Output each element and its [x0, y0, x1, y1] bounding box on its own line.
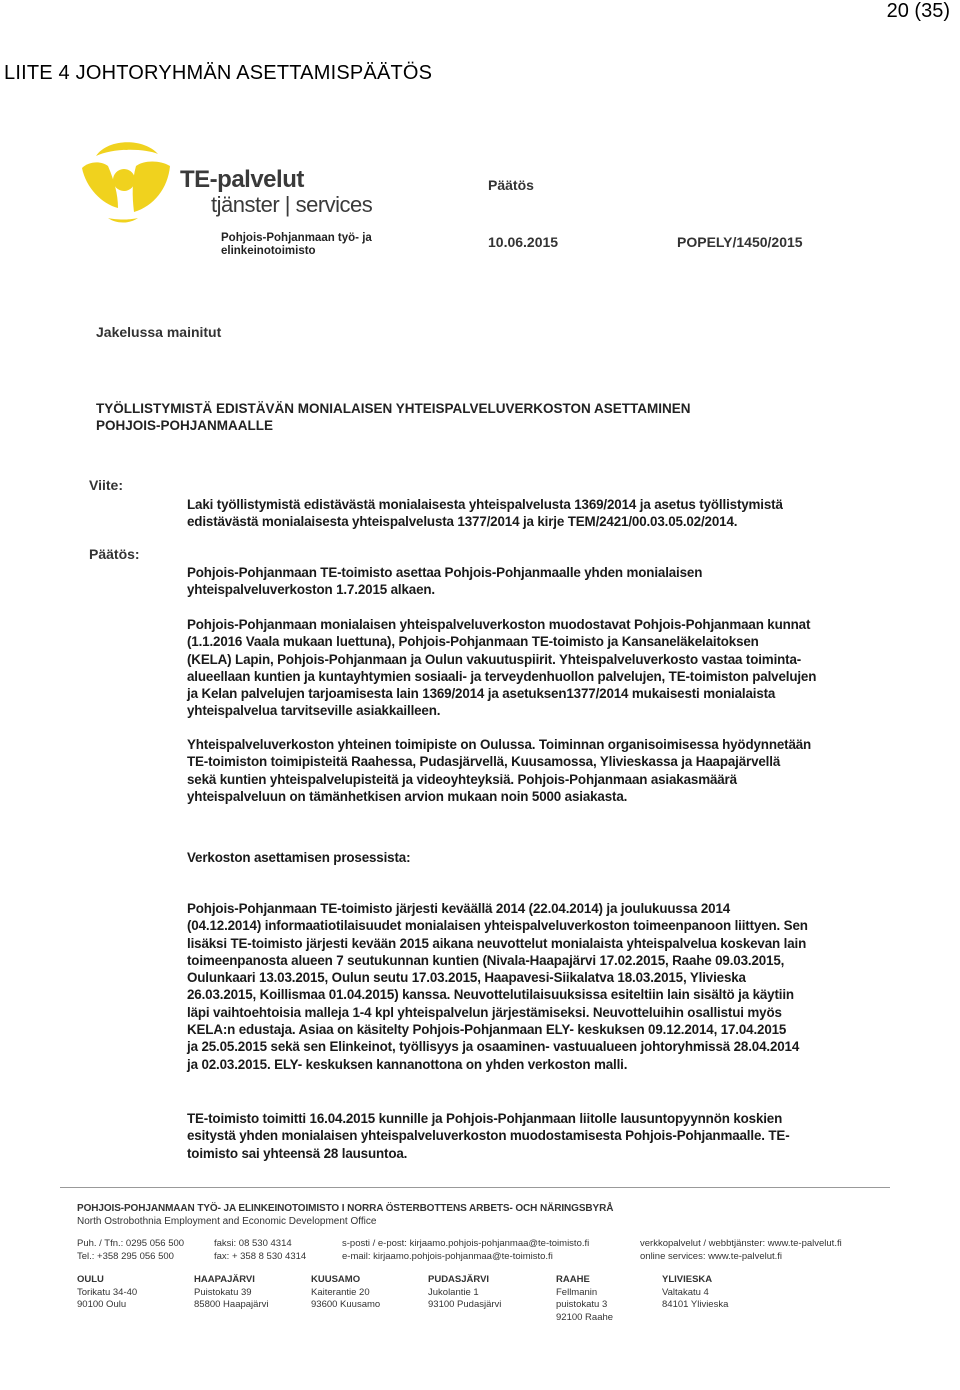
footer-phone	[77, 1238, 184, 1263]
email-line: e-mail: kirjaamo.pohjois-pohjanmaa@te-toimisto.fi	[342, 1250, 553, 1262]
text-line: Laki työllistymistä edistävästä monialaisesta yhteispalvelusta 1369/2014 ja asetus työllistymistä	[187, 497, 783, 512]
process-paragraph-2	[187, 1110, 855, 1162]
text-line: yhteispalveluun on tämänhetkisen arvion mukaan noin 5000 asiakasta.	[187, 788, 628, 804]
distribution-note: Jakelussa mainitut	[96, 324, 222, 340]
office-haapajarvi	[194, 1274, 268, 1312]
appendix-title: LIITE 4 JOHTORYHMÄN ASETTAMISPÄÄTÖS	[4, 62, 433, 84]
process-heading: Verkoston asettamisen prosessista:	[187, 850, 411, 865]
footer-fax	[214, 1238, 306, 1263]
text-line: KELA:n edustaja. Asiaa on käsitelty Pohjois-Pohjanmaan ELY- keskuksen 09.12.2014, 17.04.2015	[187, 1022, 787, 1038]
text-line: toimeenpanosta alueen 7 seutukunnan kuntien (Nivala-Haapajärvi 17.02.2015, Raahe 09.03.2015,	[187, 952, 785, 968]
office-address: 93100 Pudasjärvi	[428, 1299, 502, 1310]
process-paragraph-1	[187, 900, 855, 1073]
footer-organization: POHJOIS-POHJANMAAN TYÖ- JA ELINKEINOTOIMISTO I NORRA ÖSTERBOTTENS ARBETS- OCH NÄRINGSBYRÅ	[77, 1203, 614, 1214]
decision-paragraph-2	[187, 616, 855, 720]
text-line: Pohjois-Pohjanmaan monialaisen yhteispalveluverkoston muodostavat Pohjois-Pohjanmaan kunnat	[187, 617, 811, 632]
text-line: ja 02.03.2015. ELY- keskuksen kannanottona on yhden verkoston malli.	[187, 1056, 628, 1072]
office-oulu	[77, 1274, 137, 1312]
brand-name: TE-palvelut	[180, 166, 304, 193]
subject-line: TYÖLLISTYMISTÄ EDISTÄVÄN MONIALAISEN YHTEISPALVELUVERKOSTON ASETTAMINEN	[96, 401, 691, 416]
office-address: Torikatu 34-40	[77, 1286, 138, 1298]
text-line: Oulunkaari 13.03.2015, Oulun seutu 17.03.2015, Haapavesi-Siikalatva 18.03.2015, Ylivieska	[187, 970, 746, 986]
footer-web	[640, 1238, 842, 1263]
text-line: Pohjois-Pohjanmaan TE-toimisto järjesti keväällä 2014 (22.04.2014) ja joulukuussa 2014	[187, 901, 731, 916]
text-line: toimisto sai yhteensä 28 lausuntoa.	[187, 1145, 408, 1161]
office-address: Fellmanin	[556, 1286, 598, 1298]
document-type: Päätös	[488, 177, 534, 193]
text-line: yhteispalveluverkoston 1.7.2015 alkaen.	[187, 582, 435, 598]
office-name: YLIVIESKA	[662, 1274, 713, 1285]
text-line: alueellaan kuntien ja kuntayhtymien sosiaali- ja terveydenhuollon palvelujen, TE-toimiston palvelujen	[187, 668, 817, 684]
office-address: 85800 Haapajärvi	[194, 1299, 269, 1310]
office-address: 90100 Oulu	[77, 1299, 127, 1310]
reference-text	[187, 496, 855, 531]
text-line: sekä kuntien yhteispalvelupisteitä ja videoyhteyksiä. Pohjois-Pohjanmaan asiakasmäärä	[187, 771, 737, 787]
text-line: esitystä yhden monialaisen yhteispalveluverkoston muodostamisesta Pohjois-Pohjanmaalle. TE-	[187, 1128, 790, 1144]
office-address: Kaiterantie 20	[311, 1286, 370, 1298]
page-number: 20 (35)	[886, 0, 950, 22]
decision-paragraph-3	[187, 736, 855, 805]
web-line: verkkopalvelut / webbtjänster: www.te-palvelut.fi	[640, 1238, 842, 1249]
footer-email	[342, 1238, 589, 1263]
text-line: Pohjois-Pohjanmaan TE-toimisto asettaa Pohjois-Pohjanmaalle yhden monialaisen	[187, 565, 703, 580]
office-kuusamo	[311, 1274, 380, 1312]
text-line: (KELA) Lapin, Pohjois-Pohjanmaan ja Oulun vakuutuspiirit. Yhteispalveluverkosto vastaa toiminta-	[187, 651, 802, 667]
office-ylivieska	[662, 1274, 728, 1312]
office-address: 84101 Ylivieska	[662, 1299, 729, 1310]
office-address: puistokatu 3	[556, 1299, 608, 1310]
office-line: elinkeinotoimisto	[221, 245, 316, 257]
office-name: PUDASJÄRVI	[428, 1274, 490, 1285]
office-raahe	[556, 1274, 613, 1324]
text-line: lisäksi TE-toimisto järjesti kevään 2015 aikana neuvottelut monialaista yhteispalvelua koskevan lain	[187, 935, 807, 951]
text-line: Yhteispalveluverkoston yhteinen toimipiste on Oulussa. Toiminnan organisoimisessa hyödynnetään	[187, 737, 812, 752]
issuing-office	[221, 232, 391, 258]
office-address: Valtakatu 4	[662, 1286, 709, 1298]
phone-line: Puh. / Tfn.: 0295 056 500	[77, 1238, 185, 1249]
office-name: HAAPAJÄRVI	[194, 1274, 255, 1285]
text-line: edistävästä monialaisesta yhteispalvelusta 1377/2014 ja kirje TEM/2421/00.03.05.02/2014.	[187, 514, 738, 530]
document-subject	[96, 400, 856, 434]
office-name: RAAHE	[556, 1274, 590, 1285]
text-line: ja 25.05.2015 sekä sen Elinkeinot, työllisyys ja osaaminen- vastuualueen johtoryhmissä 28.04.2014	[187, 1039, 800, 1055]
text-line: ja Kelan palvelujen tarjoamisesta lain 1369/2014 ja asetuksen1377/2014 mukaisesti monialaista	[187, 686, 776, 702]
text-line: TE-toimiston toimipisteitä Raahessa, Pudasjärvellä, Kuusamossa, Ylivieskassa ja Haapajärvellä	[187, 754, 781, 770]
te-palvelut-logo	[78, 136, 174, 226]
office-name: KUUSAMO	[311, 1274, 361, 1285]
text-line: läpi vaihtoehtoisia malleja 1-4 kpl yhteispalvelun järjestämiseksi. Neuvotteluihin osallistui myös	[187, 1004, 782, 1020]
web-line: online services: www.te-palvelut.fi	[640, 1250, 783, 1262]
office-pudasjarvi	[428, 1274, 501, 1312]
brand-subtitle: tjänster | services	[211, 192, 373, 217]
office-address: 92100 Raahe	[556, 1311, 614, 1323]
fax-line: faksi: 08 530 4314	[214, 1238, 292, 1249]
office-address: Puistokatu 39	[194, 1286, 252, 1298]
text-line: (04.12.2014) informaatiotilaisuudet monialaisen yhteispalveluverkoston toimeenpanoon liittyen. Sen	[187, 918, 808, 934]
text-line: (1.1.2016 Vaala mukaan luettuna), Pohjois-Pohjanmaan TE-toimisto ja Kansaneläkelaitoksen	[187, 634, 759, 650]
decision-paragraph-1	[187, 564, 855, 599]
office-address: 93600 Kuusamo	[311, 1299, 381, 1310]
office-address: Jukolantie 1	[428, 1286, 479, 1298]
text-line: TE-toimisto toimitti 16.04.2015 kunnille ja Pohjois-Pohjanmaan liitolle lausuntopyynnön koskien	[187, 1111, 783, 1126]
email-line: s-posti / e-post: kirjaamo.pohjois-pohjanmaa@te-toimisto.fi	[342, 1238, 590, 1249]
footer-divider	[60, 1187, 890, 1188]
phone-line: Tel.: +358 295 056 500	[77, 1250, 174, 1262]
fax-line: fax: + 358 8 530 4314	[214, 1250, 307, 1262]
document-date: 10.06.2015	[488, 234, 559, 250]
text-line: 26.03.2015, Koillismaa 01.04.2015) kanssa. Neuvottelutilaisuuksissa esiteltiin lain sisältö ja käytiin	[187, 987, 794, 1003]
office-name: OULU	[77, 1274, 104, 1285]
reference-label: Viite:	[89, 477, 123, 493]
subject-line: POHJOIS-POHJANMAALLE	[96, 418, 274, 433]
office-line: Pohjois-Pohjanmaan työ- ja	[221, 232, 372, 244]
document-reference: POPELY/1450/2015	[677, 234, 803, 250]
footer-organization-english: North Ostrobothnia Employment and Economic Development Office	[77, 1216, 377, 1227]
decision-label: Päätös:	[89, 546, 140, 562]
text-line: yhteispalvelua tarvitseville asiakkailleen.	[187, 703, 441, 719]
